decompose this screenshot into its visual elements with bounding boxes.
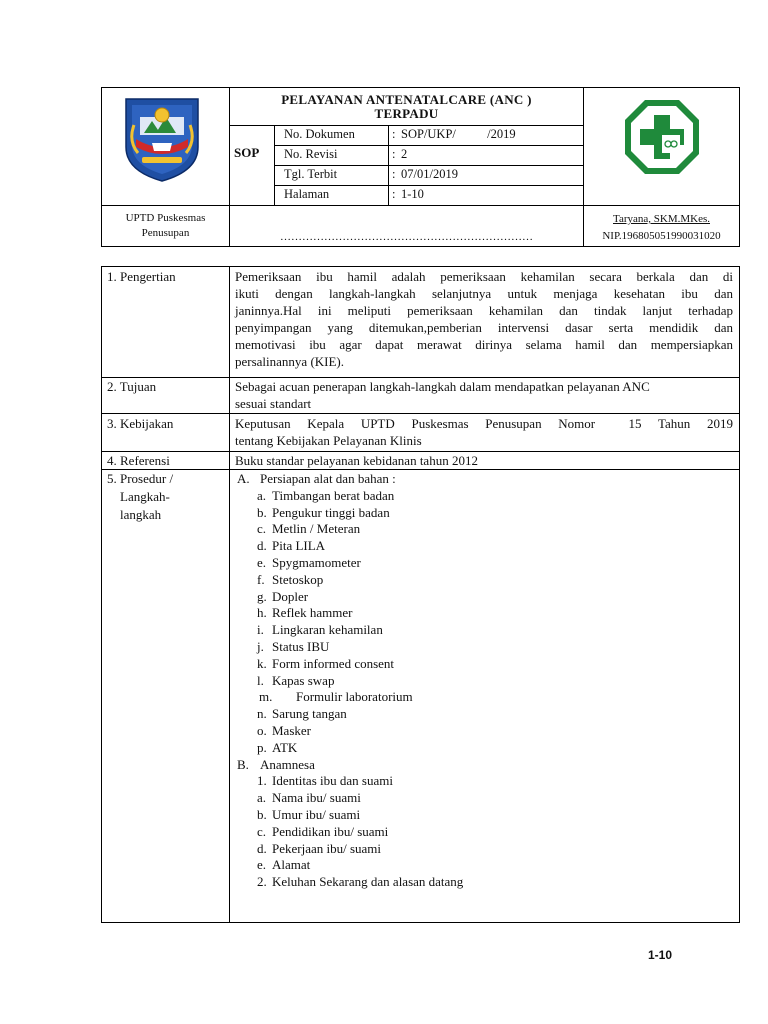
step-marker: a. [257, 487, 267, 503]
step-marker: i. [257, 622, 264, 638]
step-text: Stetoskop [272, 571, 324, 587]
step-text: Nama ibu/ suami [272, 790, 361, 806]
row-label-prosedur: 5. Prosedur / Langkah- langkah [107, 471, 174, 522]
step-text: Masker [272, 723, 311, 738]
divider [102, 205, 739, 206]
step-text: Timbangan berat badan [272, 487, 395, 503]
step-marker: g. [257, 588, 267, 604]
step-marker: d. [257, 538, 267, 554]
step-marker: 2. [257, 874, 267, 890]
step-text: Form informed consent [272, 655, 395, 671]
step-text: Pengukur tinggi badan [272, 504, 390, 520]
step-text: ATK [272, 739, 298, 755]
step-marker: k. [257, 655, 267, 671]
divider [229, 125, 583, 126]
step-text: Metlin / Meteran [272, 521, 361, 537]
step-marker: e. [257, 857, 267, 873]
step-text: Anamnesa [260, 756, 315, 772]
step-marker: d. [257, 840, 267, 856]
signer-name: Taryana, SKM.MKes. [613, 213, 710, 225]
document-header [101, 87, 740, 247]
step-text: Status IBU [272, 639, 330, 654]
separator: : [392, 147, 396, 161]
page-number: 1-10 [648, 948, 673, 962]
issue-date-value: 07/01/2019 [401, 167, 458, 181]
procedure-steps [230, 470, 739, 890]
divider [274, 185, 583, 186]
step-text: Dopler [272, 588, 309, 604]
step-text: Reflek hammer [272, 605, 353, 621]
puskesmas-logo [622, 97, 702, 177]
step-text: Sarung tangan [272, 706, 347, 722]
step-text: Keluhan Sekarang dan alasan datang [272, 874, 464, 890]
revision-label: No. Revisi [284, 147, 338, 161]
step-marker: h. [257, 605, 267, 621]
step-text: Umur ibu/ suami [272, 807, 361, 822]
step-marker: n. [257, 706, 267, 722]
row-label-tujuan: 2. Tujuan [107, 379, 157, 394]
page-value: 1-10 [401, 187, 424, 201]
referensi-text: Buku standar pelayanan kebidanan tahun 2012 [235, 453, 478, 468]
step-marker: b. [257, 807, 267, 822]
step-marker: p. [257, 739, 267, 755]
step-text: Pita LILA [272, 538, 326, 554]
step-text: Alamat [272, 857, 311, 873]
step-text: Pendidikan ibu/ suami [272, 823, 389, 839]
pengertian-text: Pemeriksaan ibu hamil adalah pemeriksaan kehamilan secara berkala dan di ikuti dengan langkah-langkah selanjutnya untuk menjaga kesehatan ibu dan janinnya.Hal ini meliputi pemeriksaan kehamilan dan tindak lanjut terhadap penyimpangan yang ditemukan,pemberian intervensi dasar serta mendidik dan memotivasi ibu agar dapat merawat dirinya selama hamil dan mempersiapkan persalinannya (KIE). [235, 269, 733, 369]
issue-date-label: Tgl. Terbit [284, 167, 338, 181]
kebijakan-text: Keputusan Kepala UPTD Puskesmas Penusupan Nomor 15 Tahun 2019 tentang Kebijakan Pelayanan Klinis [235, 416, 733, 448]
tujuan-text: Sebagai acuan penerapan langkah-langkah dalam mendapatkan pelayanan ANC sesuai standart [235, 379, 650, 411]
step-text: Lingkaran kehamilan [272, 622, 383, 638]
divider [274, 165, 583, 166]
step-marker: l. [257, 672, 264, 688]
step-marker: o. [257, 723, 267, 738]
doc-number-value: SOP/UKP/ /2019 [401, 127, 516, 141]
divider [274, 145, 583, 146]
step-text: Spygmamometer [272, 555, 361, 570]
step-marker: f. [257, 571, 265, 587]
step-text: Persiapan alat dan bahan : [260, 471, 396, 486]
divider [102, 413, 739, 414]
row-label-referensi: 4. Referensi [107, 453, 170, 468]
step-marker: A. [237, 471, 250, 486]
document-title: PELAYANAN ANTENATALCARE (ANC ) TERPADU [281, 92, 532, 121]
step-marker: a. [257, 790, 267, 806]
row-label-kebijakan: 3. Kebijakan [107, 416, 174, 431]
step-marker: c. [257, 521, 267, 537]
row-label-pengertian: 1. Pengertian [107, 269, 176, 284]
organization-name: UPTD Puskesmas Penusupan [125, 212, 206, 239]
doc-number-label: No. Dokumen [284, 127, 355, 141]
step-text: Identitas ibu dan suami [272, 773, 393, 789]
signature-line: …………………………………………………………… [280, 231, 533, 243]
step-marker: m. [259, 689, 273, 705]
step-text: Pekerjaan ibu/ suami [272, 840, 382, 856]
sop-label: SOP [234, 145, 260, 160]
page-label: Halaman [284, 187, 330, 201]
revision-value: 2 [401, 147, 408, 161]
step-marker: B. [237, 756, 249, 772]
step-text: Kapas swap [272, 672, 335, 688]
separator: : [392, 167, 396, 181]
step-marker: c. [257, 823, 267, 839]
step-marker: j. [257, 639, 264, 654]
step-marker: e. [257, 555, 267, 570]
step-marker: b. [257, 504, 267, 520]
signer-block [584, 211, 739, 245]
procedure-table [101, 266, 740, 923]
signer-nip: NIP.196805051990031020 [602, 230, 721, 242]
step-marker: 1. [257, 773, 267, 789]
separator: : [392, 127, 396, 141]
regency-emblem [122, 95, 202, 183]
separator: : [392, 187, 396, 201]
step-text: Formulir laboratorium [296, 689, 413, 705]
